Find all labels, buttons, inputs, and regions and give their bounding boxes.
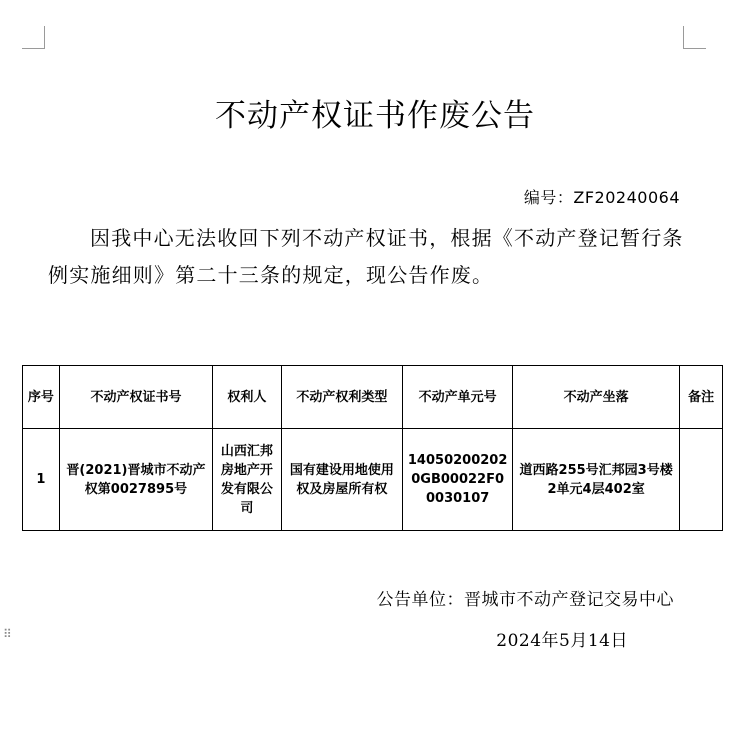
document-number: 编号：ZF20240064 <box>523 188 680 207</box>
crop-mark-top-left <box>22 26 45 49</box>
cell-location: 道西路255号汇邦园3号楼2单元4层402室 <box>513 429 680 531</box>
header-cert-no: 不动产权证书号 <box>59 366 212 429</box>
header-location: 不动产坐落 <box>513 366 680 429</box>
cell-owner: 山西汇邦房地产开发有限公司 <box>213 429 281 531</box>
cell-unit-no: 140502002020GB00022F00030107 <box>403 429 513 531</box>
drag-handle-icon[interactable]: ⠿ <box>3 627 11 641</box>
header-seq: 序号 <box>23 366 60 429</box>
header-right-type: 不动产权利类型 <box>281 366 403 429</box>
header-unit-no: 不动产单元号 <box>403 366 513 429</box>
header-note: 备注 <box>680 366 723 429</box>
cell-note <box>680 429 723 531</box>
table-header-row <box>23 366 723 429</box>
cell-cert-no: 晋(2021)晋城市不动产权第0027895号 <box>59 429 212 531</box>
announcement-title: 不动产权证书作废公告 <box>215 98 535 134</box>
cell-right-type: 国有建设用地使用权及房屋所有权 <box>281 429 403 531</box>
crop-mark-top-right <box>683 26 706 49</box>
issuing-unit: 公告单位：晋城市不动产登记交易中心 <box>376 590 674 610</box>
cell-seq: 1 <box>23 429 60 531</box>
table-row <box>23 429 723 531</box>
header-owner: 权利人 <box>213 366 281 429</box>
certificate-table <box>22 365 723 531</box>
issue-date: 2024年5月14日 <box>496 631 628 651</box>
announcement-body: 因我中心无法收回下列不动产权证书，根据《不动产登记暂行条例实施细则》第二十三条的规定，现公告作废。 <box>48 226 684 287</box>
